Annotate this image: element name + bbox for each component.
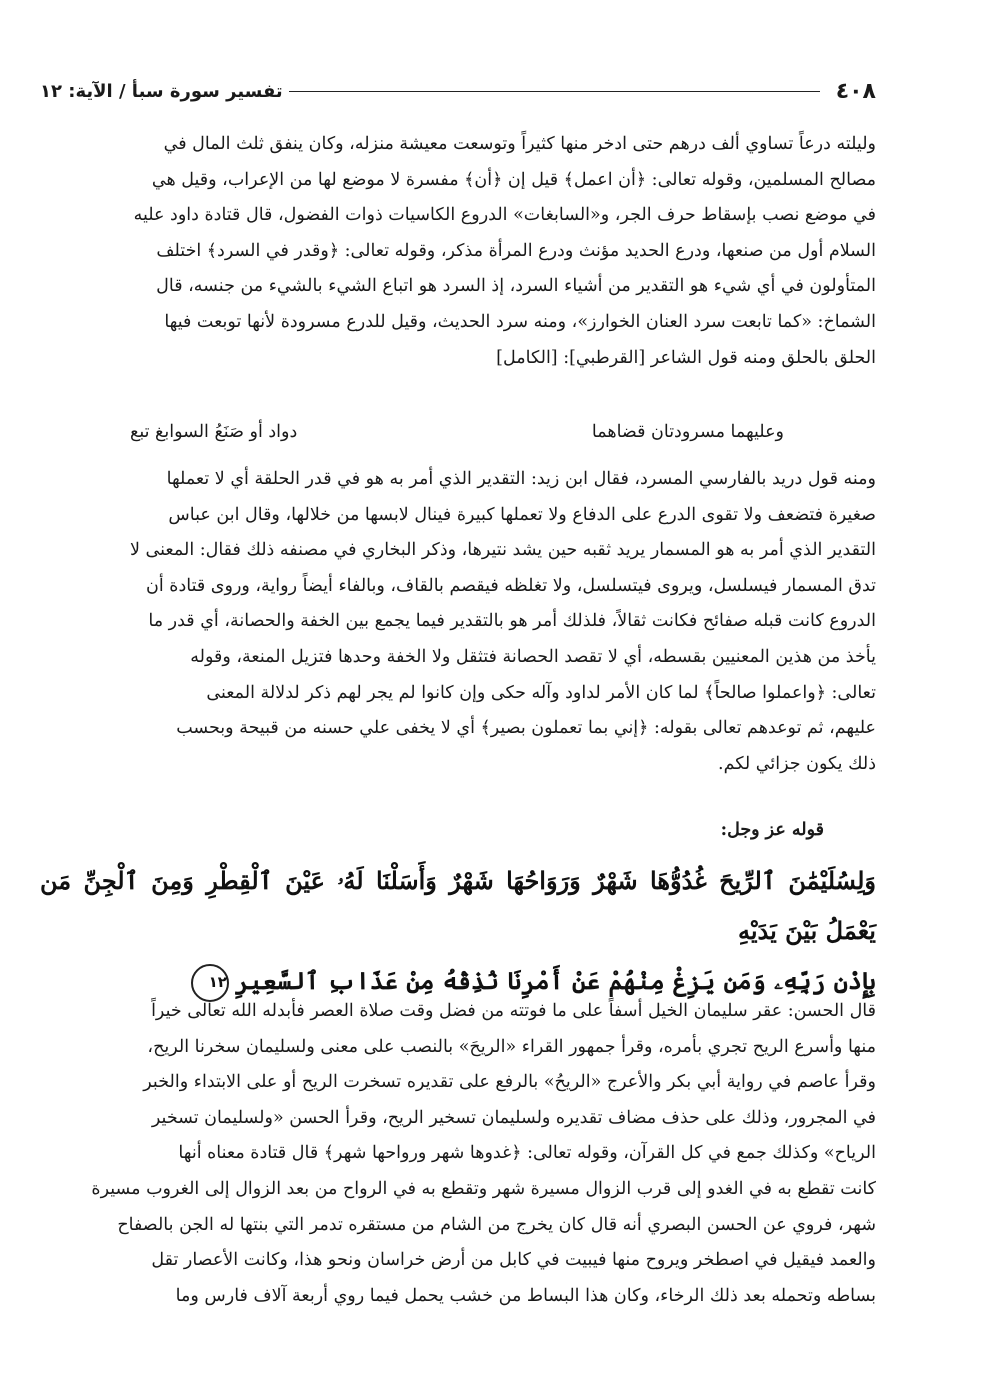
text-line: المتأولون في أي شيء هو التقدير من أشياء السرد، إذ السرد هو اتباع الشيء بالشيء من جنسه، قال — [156, 276, 876, 297]
text-line: الرياح» وكذلك جمع في كل القرآن، وقوله تعالى: ﴿غدوها شهر ورواحها شهر﴾ قال قتادة معناه أنها — [178, 1143, 876, 1164]
page-number: ٤٠٨ — [835, 78, 876, 104]
poetry-first-hemistich: وعليهما مسرودتان قضاهما — [591, 422, 784, 442]
paragraph-3 — [40, 994, 876, 1314]
text-line: مصالح المسلمين، وقوله تعالى: ﴿أن اعمل﴾ قيل إن ﴿أن﴾ مفسرة لا موضع لها من الإعراب، وقيل هي — [151, 169, 876, 190]
text-line: تعالى: ﴿واعملوا صالحاً﴾ لما كان الأمر لداود وآله حكى وإن كانوا لم يجر لهم ذكر لدلالة المعنى — [206, 682, 876, 703]
text-line: ذلك يكون جزائي لكم. — [718, 753, 876, 774]
text-line: الشماخ: «كما تابعت سرد العنان الخوارز»، ومنه سرد الحديث، وقيل للدرع مسرودة لأنها توبعت فيها — [164, 311, 876, 332]
text-line: وقرأ عاصم في رواية أبي بكر والأعرج «الريحُ» بالرفع على تقديره تسخرت الريح أو على الابتداء والخبر — [143, 1072, 876, 1093]
poetry-verse — [130, 414, 784, 450]
text-line: الدروع كانت قبله صفائح فكانت ثقالاً، فلذلك أمر هو بالتقدير فيما يجمع بين الخفة والحصانة، أي قدر ما — [148, 611, 876, 632]
text-line: عليهم، ثم توعدهم تعالى بقوله: ﴿إني بما تعملون بصير﴾ أي لا يخفى علي حسنه من قبيحة وبحسب — [176, 718, 876, 739]
text-line: في موضع نصب بإسقاط حرف الجر، و«السابغات» الدروع الكاسيات ذوات الفضول، قال قتادة داود عليه — [133, 205, 876, 226]
text-line: ومنه قول دريد بالفارسي المسرد، فقال ابن زيد: التقدير الذي أمر به هو في قدر الحلقة أي لا تعملها — [166, 469, 876, 489]
text-line: في المجرور، وذلك على حذف مضاف تقديره ولسليمان تسخير الريح، وقرأ الحسن «ولسليمان تسخير — [151, 1107, 876, 1128]
running-head — [40, 74, 876, 108]
quran-line: وَلِسُلَيْمَٰنَ ٱلرِّيحَ غُدُوُّهَا شَهْرٌ وَرَوَاحُهَا شَهْرٌ وَأَسَلْنَا لَهُۥ عَيْنَ ٱلْقِطْرِ وَمِنَ ٱلْجِنِّ مَن يَعْمَلُ بَيْنَ يَدَيْهِ — [40, 866, 876, 945]
text-line: قال الحسن: عقر سليمان الخيل أسفاً على ما فوتته من فضل وقت صلاة العصر فأبدله الله تعالى خيراً — [151, 1001, 876, 1021]
quran-line: بِإِذْنِ رَبِّهِۦ وَمَن يَزِغْ مِنْهُمْ عَنْ أَمْرِنَا نُذِقْهُ مِنْ عَذَابِ ٱلسَّعِيرِ — [234, 966, 876, 995]
running-title: تفسير سورة سبأ / الآية: ١٢ — [40, 80, 283, 102]
header-rule — [289, 91, 820, 92]
text-line: والعمد فيقيل في اصطخر ويروح منها فيبيت في كابل من أرض خراسان ونحو هذا، وكانت الأعصار تقل — [151, 1250, 876, 1271]
text-line: بساطه وتحمله بعد ذلك الرخاء، وكان هذا البساط من خشب يحمل فيما روي أربعة آلاف فارس وما — [175, 1285, 876, 1306]
text-line: شهر، فروي عن الحسن البصري أنه قال كان يخرج من الشام من مستقره تدمر التي بنتها له الجن بالصفاح — [117, 1214, 876, 1235]
text-line: السلام أول من صنعها، ودرع الحديد مؤنث ودرع المرأة مذكر، وقوله تعالى: ﴿وقدر في السرد﴾ اختلف — [156, 240, 876, 261]
quran-verse — [40, 856, 876, 1006]
text-line: يأخذ من هذين المعنيين بقسطه، أي لا تقصد الحصانة فتثقل ولا الخفة وحدها فتزيل المنعة، وقوله — [190, 646, 876, 667]
text-line: الحلق بالحلق ومنه قول الشاعر [القرطبي]: [الكامل] — [496, 347, 876, 368]
text-line: كانت تقطع به في الغدو إلى قرب الزوال مسيرة شهر وتقطع به في الرواح من بعد الزوال إلى الغروب مسيرة — [91, 1178, 876, 1199]
text-line: صغيرة فتضعف ولا تقوى الدرع على الدفاع ولا تعملها كبيرة فينال لابسها من خلالها، وقال ابن عباس — [168, 504, 876, 525]
verse-intro: قوله عز وجل: — [720, 820, 824, 840]
text-line: وليلته درعاً تساوي ألف درهم حتى ادخر منها كثيراً وتوسعت معيشة منزله، وكان ينفق ثلث المال في — [163, 134, 876, 154]
text-line: التقدير الذي أمر به هو المسمار يريد ثقبه حين يشد نتيرها، وذكر البخاري في مصنفه ذلك فقال: المعنى لا — [130, 540, 876, 561]
ayah-number-marker: ١٢ — [191, 964, 229, 1002]
paragraph-2 — [40, 462, 876, 782]
text-line: منها وأسرع الريح تجري بأمره، وقرأ جمهور القراء «الريحَ» بالنصب على معنى ولسليمان سخرنا الريح، — [147, 1036, 876, 1057]
text-line: تدق المسمار فيسلسل، ويروى فيتسلسل، ولا تغلظه فيقصم بالقاف، وبالفاء أيضاً رواية، وروى قتادة أن — [146, 575, 876, 596]
poetry-second-hemistich: دواد أو صَنَعُ السوابغ تبع — [130, 422, 298, 442]
paragraph-1 — [40, 127, 876, 376]
